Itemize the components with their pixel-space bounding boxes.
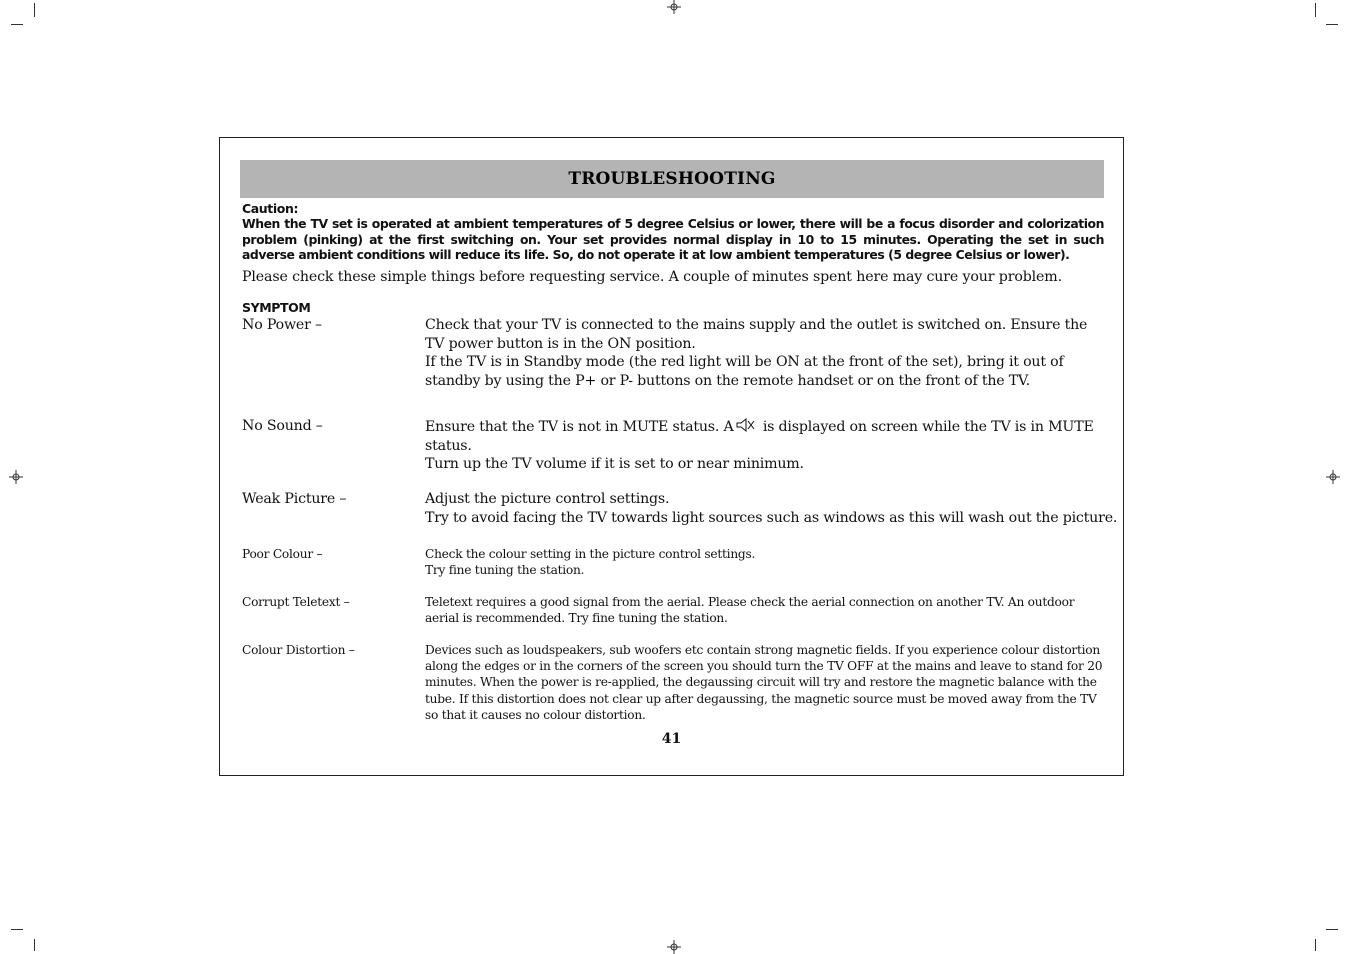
- registration-mark-icon: [667, 940, 681, 954]
- symptom-description: [425, 594, 1107, 626]
- symptom-label: No Sound –: [242, 418, 323, 434]
- title-bar: [240, 160, 1104, 198]
- page-number: 41: [661, 731, 682, 747]
- description-line: Adjust the picture control settings.: [425, 491, 670, 507]
- page-frame: [219, 137, 1124, 776]
- description-line: [425, 417, 1107, 455]
- registration-mark-icon: [667, 0, 681, 14]
- description-line: Try to avoid facing the TV towards light sources such as windows as this will wash out the picture.: [425, 509, 1118, 526]
- description-line: Check that your TV is connected to the mains supply and the outlet is switched on. Ensure the TV power button is in the ON position.: [425, 317, 1088, 352]
- description-line: Check the colour setting in the picture control settings.: [425, 547, 756, 561]
- crop-mark: [1326, 24, 1338, 25]
- symptom-description: [425, 490, 1118, 527]
- crop-mark: [11, 929, 23, 930]
- caution-heading: Caution:: [242, 201, 299, 216]
- description-text: Ensure that the TV is not in MUTE status. A: [425, 419, 734, 435]
- symptom-description: [425, 417, 1107, 474]
- symptom-description: [425, 642, 1107, 723]
- symptom-label: Weak Picture –: [242, 491, 347, 507]
- registration-mark-icon: [1326, 470, 1340, 484]
- caution-text: When the TV set is operated at ambient temperatures of 5 degree Celsius or lower, there will be a focus disorder and colorization problem (pinking) at the first switching on. Your set provides normal display in 10 to 15 minutes. Operating the set in such adverse ambient conditions will reduce its life. So, do not operate it at low ambient temperatures (5 degree Celsius or lower).: [242, 216, 1104, 262]
- page-title: TROUBLESHOOTING: [568, 169, 776, 189]
- symptom-label: Corrupt Teletext –: [242, 595, 350, 609]
- description-line: Teletext requires a good signal from the aerial. Please check the aerial connection on another TV. An outdoor aerial is recommended. Try fine tuning the station.: [425, 595, 1075, 626]
- description-line: Try fine tuning the station.: [425, 563, 585, 578]
- crop-mark: [1315, 3, 1316, 17]
- crop-mark: [11, 24, 23, 25]
- crop-mark: [1315, 939, 1316, 951]
- registration-mark-icon: [9, 470, 23, 484]
- symptom-label: Poor Colour –: [242, 547, 323, 561]
- crop-mark: [34, 3, 35, 17]
- symptom-heading: SYMPTOM: [242, 300, 311, 315]
- symptom-label: No Power –: [242, 317, 322, 333]
- description-line: Turn up the TV volume if it is set to or near minimum.: [425, 456, 804, 472]
- mute-speaker-icon: [735, 417, 755, 433]
- description-line: Devices such as loudspeakers, sub woofers etc contain strong magnetic fields. If you experience colour distortion along the edges or in the corners of the screen you should turn the TV OFF at the mains and leave to stand for 20 minutes. When the power is re-applied, the degaussing circuit will try and restore the magnetic balance with the tube. If this distortion does not clear up after degaussing, the magnetic source must be moved away from the TV so that it causes no colour distortion.: [425, 643, 1103, 722]
- description-text: is displayed on screen while the TV is in MUTE status.: [425, 419, 1094, 454]
- symptom-description: [425, 316, 1107, 390]
- description-line: If the TV is in Standby mode (the red light will be ON at the front of the set), bring it out of standby by using the P+ or P- buttons on the remote handset or on the front of the TV.: [425, 354, 1064, 389]
- crop-mark: [34, 939, 35, 951]
- symptom-label: Colour Distortion –: [242, 643, 355, 657]
- crop-mark: [1326, 929, 1338, 930]
- symptom-description: [425, 546, 1107, 578]
- intro-text: Please check these simple things before requesting service. A couple of minutes spent here may cure your problem.: [242, 269, 1062, 285]
